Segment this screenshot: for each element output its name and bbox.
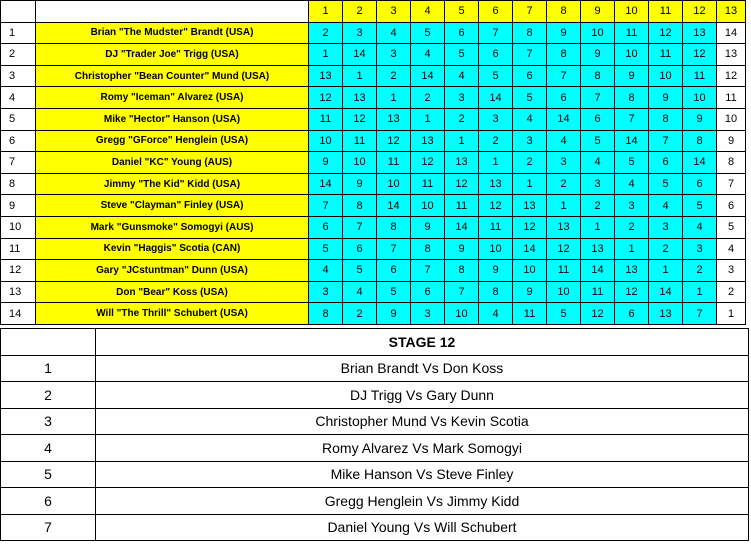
- opponent-cell: 7: [377, 238, 411, 260]
- row-number: 2: [1, 44, 36, 66]
- opponent-cell: 12: [309, 87, 343, 109]
- row-number: 9: [1, 195, 36, 217]
- opponent-cell: 1: [717, 303, 746, 325]
- match-row: [1, 435, 749, 462]
- opponent-cell: 7: [309, 195, 343, 217]
- round-header: 8: [547, 1, 581, 23]
- player-row: [1, 216, 746, 238]
- opponent-cell: 12: [581, 303, 615, 325]
- player-row: [1, 87, 746, 109]
- opponent-cell: 12: [547, 238, 581, 260]
- opponent-cell: 4: [513, 108, 547, 130]
- opponent-cell: 4: [581, 152, 615, 174]
- opponent-cell: 10: [615, 44, 649, 66]
- opponent-cell: 2: [581, 195, 615, 217]
- player-name: Steve "Clayman" Finley (USA): [36, 195, 309, 217]
- opponent-cell: 2: [513, 152, 547, 174]
- opponent-cell: 9: [343, 173, 377, 195]
- opponent-cell: 6: [377, 260, 411, 282]
- opponent-cell: 8: [683, 130, 717, 152]
- opponent-cell: 10: [411, 195, 445, 217]
- match-row: [1, 461, 749, 488]
- opponent-cell: 5: [343, 260, 377, 282]
- opponent-cell: 3: [513, 130, 547, 152]
- opponent-cell: 7: [547, 65, 581, 87]
- opponent-cell: 4: [343, 281, 377, 303]
- player-name: DJ "Trader Joe" Trigg (USA): [36, 44, 309, 66]
- opponent-cell: 14: [309, 173, 343, 195]
- opponent-cell: 6: [343, 238, 377, 260]
- opponent-cell: 12: [343, 108, 377, 130]
- opponent-cell: 7: [513, 44, 547, 66]
- match-pairing: Christopher Mund Vs Kevin Scotia: [96, 408, 749, 435]
- opponent-cell: 10: [513, 260, 547, 282]
- match-pairing: Daniel Young Vs Will Schubert: [96, 514, 749, 541]
- header-blank-cell: [36, 1, 309, 23]
- row-number: 6: [1, 130, 36, 152]
- opponent-cell: 1: [445, 130, 479, 152]
- round-header: 1: [309, 1, 343, 23]
- player-name: Gregg "GForce" Henglein (USA): [36, 130, 309, 152]
- opponent-cell: 3: [581, 173, 615, 195]
- opponent-cell: 13: [649, 303, 683, 325]
- match-pairing: Gregg Henglein Vs Jimmy Kidd: [96, 488, 749, 515]
- opponent-cell: 6: [411, 281, 445, 303]
- match-number: 1: [1, 355, 96, 382]
- round-header: 3: [377, 1, 411, 23]
- player-name: Brian "The Mudster" Brandt (USA): [36, 22, 309, 44]
- opponent-cell: 13: [547, 216, 581, 238]
- player-row: [1, 195, 746, 217]
- opponent-cell: 5: [581, 130, 615, 152]
- opponent-cell: 4: [479, 303, 513, 325]
- opponent-cell: 11: [683, 65, 717, 87]
- player-name: Christopher "Bean Counter" Mund (USA): [36, 65, 309, 87]
- opponent-cell: 3: [649, 216, 683, 238]
- player-row: [1, 22, 746, 44]
- opponent-cell: 9: [717, 130, 746, 152]
- match-number: 2: [1, 382, 96, 409]
- opponent-cell: 14: [343, 44, 377, 66]
- opponent-cell: 10: [649, 65, 683, 87]
- player-name: Mike "Hector" Hanson (USA): [36, 108, 309, 130]
- player-name: Daniel "KC" Young (AUS): [36, 152, 309, 174]
- opponent-cell: 6: [649, 152, 683, 174]
- opponent-cell: 14: [649, 281, 683, 303]
- opponent-cell: 7: [717, 173, 746, 195]
- player-name: Don "Bear" Koss (USA): [36, 281, 309, 303]
- opponent-cell: 8: [309, 303, 343, 325]
- opponent-cell: 1: [547, 195, 581, 217]
- opponent-cell: 3: [479, 108, 513, 130]
- opponent-cell: 9: [513, 281, 547, 303]
- player-name: Will "The Thrill" Schubert (USA): [36, 303, 309, 325]
- opponent-cell: 9: [581, 44, 615, 66]
- match-pairing: DJ Trigg Vs Gary Dunn: [96, 382, 749, 409]
- round-header: 11: [649, 1, 683, 23]
- round-header: 10: [615, 1, 649, 23]
- opponent-cell: 2: [377, 65, 411, 87]
- opponent-cell: 4: [377, 22, 411, 44]
- opponent-cell: 11: [513, 303, 547, 325]
- opponent-cell: 1: [615, 238, 649, 260]
- opponent-cell: 12: [513, 216, 547, 238]
- opponent-cell: 13: [377, 108, 411, 130]
- opponent-cell: 13: [513, 195, 547, 217]
- opponent-cell: 2: [309, 22, 343, 44]
- opponent-cell: 6: [513, 65, 547, 87]
- opponent-cell: 4: [309, 260, 343, 282]
- opponent-cell: 7: [479, 22, 513, 44]
- opponent-cell: 1: [683, 281, 717, 303]
- opponent-cell: 13: [445, 152, 479, 174]
- opponent-cell: 6: [615, 303, 649, 325]
- opponent-cell: 10: [479, 238, 513, 260]
- opponent-cell: 7: [411, 260, 445, 282]
- opponent-cell: 11: [445, 195, 479, 217]
- opponent-cell: 2: [683, 260, 717, 282]
- match-number: 5: [1, 461, 96, 488]
- match-number: 3: [1, 408, 96, 435]
- row-number: 4: [1, 87, 36, 109]
- opponent-cell: 5: [683, 195, 717, 217]
- opponent-cell: 2: [615, 216, 649, 238]
- round-header: 9: [581, 1, 615, 23]
- opponent-cell: 9: [309, 152, 343, 174]
- opponent-cell: 14: [513, 238, 547, 260]
- opponent-cell: 8: [547, 44, 581, 66]
- row-number: 12: [1, 260, 36, 282]
- opponent-cell: 13: [411, 130, 445, 152]
- opponent-cell: 9: [411, 216, 445, 238]
- stage-blank-cell: [1, 329, 96, 356]
- opponent-cell: 11: [343, 130, 377, 152]
- player-name: Romy "Iceman" Alvarez (USA): [36, 87, 309, 109]
- opponent-cell: 12: [479, 195, 513, 217]
- opponent-cell: 10: [445, 303, 479, 325]
- header-blank-cell: [1, 1, 36, 23]
- match-number: 7: [1, 514, 96, 541]
- opponent-cell: 5: [479, 65, 513, 87]
- opponent-cell: 10: [683, 87, 717, 109]
- opponent-cell: 9: [445, 238, 479, 260]
- opponent-cell: 3: [377, 44, 411, 66]
- player-row: [1, 65, 746, 87]
- player-row: [1, 130, 746, 152]
- opponent-cell: 2: [343, 303, 377, 325]
- opponent-cell: 11: [615, 22, 649, 44]
- opponent-cell: 5: [547, 303, 581, 325]
- opponent-cell: 7: [445, 281, 479, 303]
- opponent-cell: 5: [615, 152, 649, 174]
- opponent-cell: 13: [581, 238, 615, 260]
- stage-table: [0, 328, 749, 541]
- opponent-cell: 9: [649, 87, 683, 109]
- opponent-cell: 13: [683, 22, 717, 44]
- opponent-cell: 14: [445, 216, 479, 238]
- opponent-cell: 14: [547, 108, 581, 130]
- opponent-cell: 8: [377, 216, 411, 238]
- opponent-cell: 1: [343, 65, 377, 87]
- opponent-cell: 3: [683, 238, 717, 260]
- match-pairing: Mike Hanson Vs Steve Finley: [96, 461, 749, 488]
- round-header: 2: [343, 1, 377, 23]
- header-row: [1, 1, 746, 23]
- opponent-cell: 11: [309, 108, 343, 130]
- match-row: [1, 408, 749, 435]
- opponent-cell: 8: [411, 238, 445, 260]
- opponent-cell: 8: [479, 281, 513, 303]
- opponent-cell: 3: [343, 22, 377, 44]
- opponent-cell: 1: [513, 173, 547, 195]
- opponent-cell: 7: [581, 87, 615, 109]
- row-number: 14: [1, 303, 36, 325]
- opponent-cell: 8: [615, 87, 649, 109]
- opponent-cell: 5: [309, 238, 343, 260]
- opponent-cell: 2: [479, 130, 513, 152]
- opponent-cell: 4: [445, 65, 479, 87]
- opponent-cell: 14: [411, 65, 445, 87]
- player-row: [1, 108, 746, 130]
- opponent-cell: 8: [717, 152, 746, 174]
- opponent-cell: 3: [717, 260, 746, 282]
- match-row: [1, 488, 749, 515]
- opponent-cell: 1: [411, 108, 445, 130]
- round-header: 6: [479, 1, 513, 23]
- opponent-cell: 11: [717, 87, 746, 109]
- opponent-cell: 9: [683, 108, 717, 130]
- match-row: [1, 514, 749, 541]
- opponent-cell: 1: [649, 260, 683, 282]
- player-name: Jimmy "The Kid" Kidd (USA): [36, 173, 309, 195]
- opponent-cell: 5: [411, 22, 445, 44]
- opponent-cell: 13: [717, 44, 746, 66]
- opponent-cell: 1: [581, 216, 615, 238]
- opponent-cell: 10: [343, 152, 377, 174]
- stage-header-row: [1, 329, 749, 356]
- opponent-cell: 3: [309, 281, 343, 303]
- opponent-cell: 6: [479, 44, 513, 66]
- opponent-cell: 9: [615, 65, 649, 87]
- row-number: 13: [1, 281, 36, 303]
- opponent-cell: 2: [547, 173, 581, 195]
- opponent-cell: 5: [717, 216, 746, 238]
- opponent-cell: 8: [445, 260, 479, 282]
- player-row: [1, 173, 746, 195]
- row-number: 10: [1, 216, 36, 238]
- player-row: [1, 281, 746, 303]
- opponent-cell: 9: [479, 260, 513, 282]
- round-header: 12: [683, 1, 717, 23]
- opponent-cell: 12: [717, 65, 746, 87]
- opponent-cell: 4: [547, 130, 581, 152]
- opponent-cell: 13: [309, 65, 343, 87]
- player-row: [1, 44, 746, 66]
- opponent-cell: 4: [717, 238, 746, 260]
- opponent-cell: 1: [309, 44, 343, 66]
- opponent-cell: 6: [581, 108, 615, 130]
- opponent-cell: 10: [717, 108, 746, 130]
- row-number: 5: [1, 108, 36, 130]
- opponent-cell: 7: [343, 216, 377, 238]
- player-row: [1, 303, 746, 325]
- opponent-cell: 3: [615, 195, 649, 217]
- opponent-cell: 6: [683, 173, 717, 195]
- opponent-cell: 5: [445, 44, 479, 66]
- opponent-cell: 14: [479, 87, 513, 109]
- player-row: [1, 152, 746, 174]
- match-pairing: Romy Alvarez Vs Mark Somogyi: [96, 435, 749, 462]
- opponent-cell: 8: [581, 65, 615, 87]
- match-pairing: Brian Brandt Vs Don Koss: [96, 355, 749, 382]
- row-number: 11: [1, 238, 36, 260]
- stage-title: STAGE 12: [96, 329, 749, 356]
- match-row: [1, 355, 749, 382]
- opponent-cell: 12: [377, 130, 411, 152]
- opponent-cell: 4: [683, 216, 717, 238]
- opponent-cell: 14: [615, 130, 649, 152]
- opponent-cell: 14: [683, 152, 717, 174]
- player-row: [1, 238, 746, 260]
- opponent-cell: 7: [615, 108, 649, 130]
- opponent-cell: 7: [683, 303, 717, 325]
- opponent-cell: 11: [649, 44, 683, 66]
- opponent-cell: 8: [343, 195, 377, 217]
- opponent-cell: 12: [649, 22, 683, 44]
- opponent-cell: 1: [377, 87, 411, 109]
- opponent-cell: 1: [479, 152, 513, 174]
- opponent-cell: 3: [547, 152, 581, 174]
- opponent-cell: 5: [513, 87, 547, 109]
- opponent-cell: 3: [411, 303, 445, 325]
- opponent-cell: 6: [445, 22, 479, 44]
- opponent-cell: 11: [411, 173, 445, 195]
- row-number: 7: [1, 152, 36, 174]
- opponent-cell: 6: [717, 195, 746, 217]
- opponent-cell: 7: [649, 130, 683, 152]
- opponent-cell: 14: [717, 22, 746, 44]
- player-name: Gary "JCstuntman" Dunn (USA): [36, 260, 309, 282]
- opponent-cell: 3: [445, 87, 479, 109]
- opponent-cell: 13: [343, 87, 377, 109]
- match-row: [1, 382, 749, 409]
- opponent-cell: 9: [377, 303, 411, 325]
- opponent-cell: 4: [615, 173, 649, 195]
- opponent-cell: 2: [717, 281, 746, 303]
- opponent-cell: 11: [581, 281, 615, 303]
- match-number: 4: [1, 435, 96, 462]
- round-header: 7: [513, 1, 547, 23]
- match-number: 6: [1, 488, 96, 515]
- opponent-cell: 13: [615, 260, 649, 282]
- round-header: 13: [717, 1, 746, 23]
- opponent-cell: 10: [547, 281, 581, 303]
- opponent-cell: 2: [411, 87, 445, 109]
- opponent-cell: 13: [479, 173, 513, 195]
- opponent-cell: 12: [445, 173, 479, 195]
- opponent-cell: 11: [479, 216, 513, 238]
- opponent-cell: 12: [411, 152, 445, 174]
- opponent-cell: 8: [649, 108, 683, 130]
- opponent-cell: 5: [377, 281, 411, 303]
- opponent-cell: 11: [547, 260, 581, 282]
- opponent-cell: 4: [411, 44, 445, 66]
- row-number: 8: [1, 173, 36, 195]
- opponent-cell: 4: [649, 195, 683, 217]
- opponent-cell: 8: [513, 22, 547, 44]
- opponent-cell: 10: [377, 173, 411, 195]
- player-row: [1, 260, 746, 282]
- round-header: 5: [445, 1, 479, 23]
- opponent-cell: 12: [683, 44, 717, 66]
- opponent-cell: 12: [615, 281, 649, 303]
- row-number: 1: [1, 22, 36, 44]
- opponent-cell: 14: [377, 195, 411, 217]
- opponent-cell: 10: [309, 130, 343, 152]
- row-number: 3: [1, 65, 36, 87]
- opponent-cell: 5: [649, 173, 683, 195]
- opponent-cell: 6: [547, 87, 581, 109]
- opponent-cell: 6: [309, 216, 343, 238]
- opponent-cell: 2: [649, 238, 683, 260]
- opponent-cell: 2: [445, 108, 479, 130]
- player-name: Mark "Gunsmoke" Somogyi (AUS): [36, 216, 309, 238]
- round-header: 4: [411, 1, 445, 23]
- opponent-cell: 10: [581, 22, 615, 44]
- opponent-cell: 9: [547, 22, 581, 44]
- opponent-cell: 11: [377, 152, 411, 174]
- opponent-cell: 14: [581, 260, 615, 282]
- player-name: Kevin "Haggis" Scotia (CAN): [36, 238, 309, 260]
